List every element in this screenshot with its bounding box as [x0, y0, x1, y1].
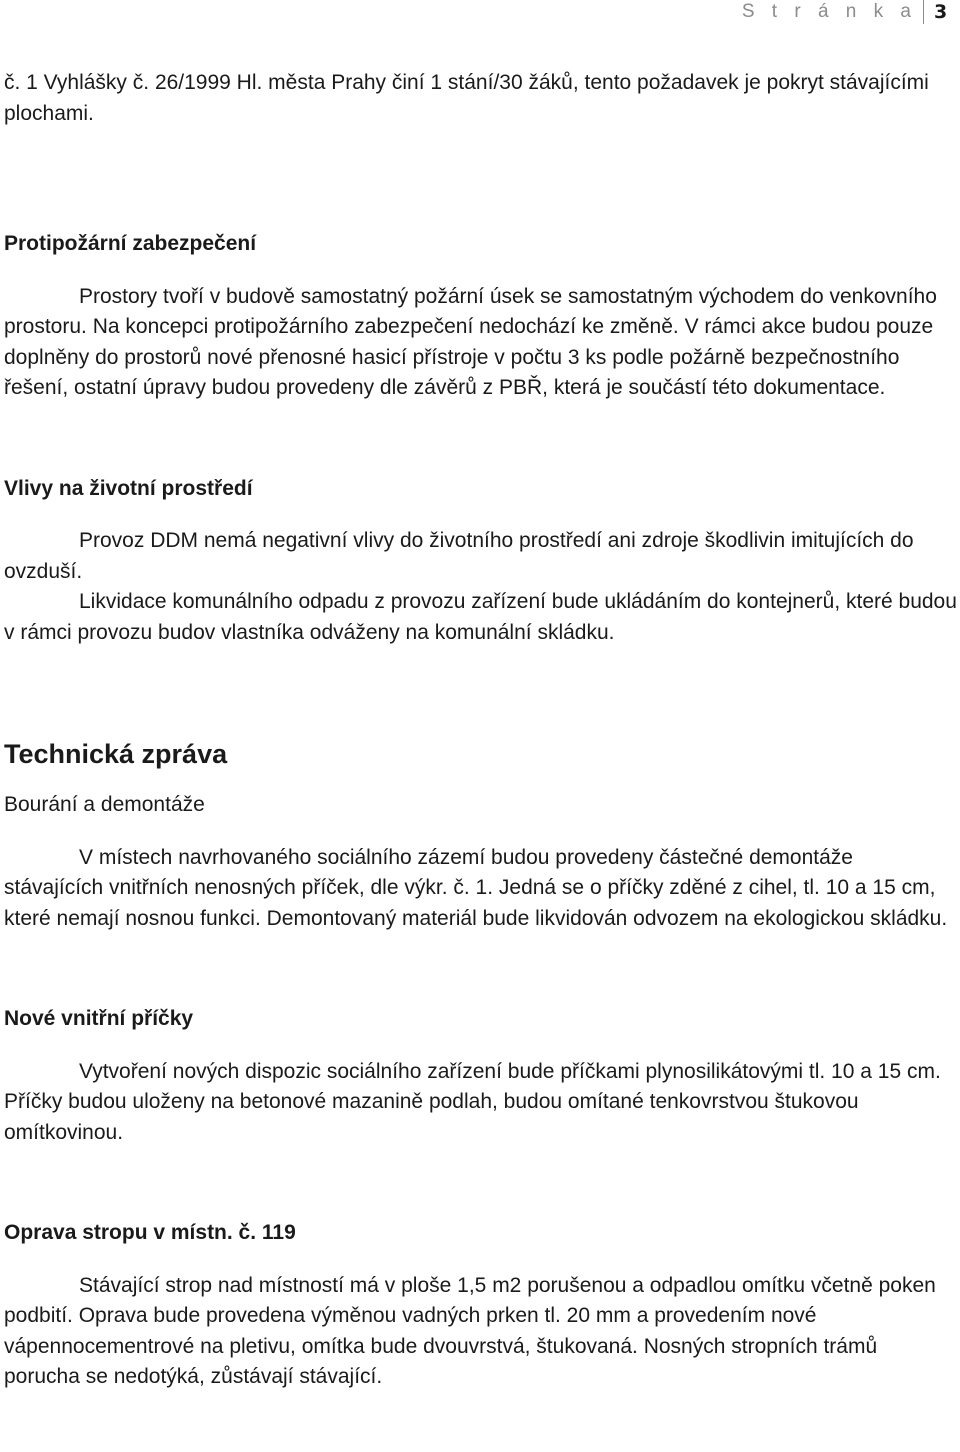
fire-safety-heading: Protipožární zabezpečení	[4, 232, 257, 255]
intro-paragraph: č. 1 Vyhlášky č. 26/1999 Hl. města Prahy činí 1 stání/30 žáků, tento požadavek je pokryt stávajícími plochami.	[4, 71, 929, 125]
technical-report-title: Technická zpráva	[4, 739, 228, 769]
page-number: 3	[923, 0, 960, 24]
page-header	[742, 0, 960, 26]
partitions-paragraph: Vytvoření nových dispozic sociálního zařízení bude příčkami plynosilikátovými tl. 10 a 15 cm. Příčky budou uloženy na betonové mazanině podlah, budou omítané tenkovrstvou štukovou omítkovinou.	[4, 1059, 941, 1144]
environment-heading: Vlivy na životní prostředí	[4, 476, 253, 500]
environment-paragraph-1: Provoz DDM nemá negativní vlivy do životního prostředí ani zdroje škodlivin imitujících do ovzduší.	[4, 529, 914, 583]
ceiling-repair-paragraph: Stávající strop nad místností má v ploše 1,5 m2 porušenou a odpadlou omítku včetně poken podbití. Oprava bude provedena výměnou vadných prken tl. 20 mm a provedením nové vápennocementrové na pletivu, omítka bude dvouvrstvá, štukovaná. Nosných stropních trámů porucha se nedotýká, zůstávají stávající.	[4, 1273, 936, 1388]
document-body	[4, 68, 957, 1393]
fire-safety-paragraph: Prostory tvoří v budově samostatný požární úsek se samostatným východem do venkovního prostoru. Na koncepci protipožárního zabezpečení nedochází ke změně. V rámci akce budou pouze doplněny do prostorů nové přenosné hasicí přístroje v počtu 3 ks podle požárně bezpečnostního řešení, ostatní úpravy budou provedeny dle závěrů z PBŘ, která je součástí této dokumentace.	[4, 284, 937, 399]
partitions-heading: Nové vnitřní příčky	[4, 1007, 194, 1030]
page-label: S t r á n k a	[741, 1, 917, 22]
demolition-subtitle: Bourání a demontáže	[4, 793, 205, 816]
demolition-paragraph: V místech navrhovaného sociálního zázemí budou provedeny částečné demontáže stávajících vnitřních nenosných příček, dle výkr. č. 1. Jedná se o příčky zděné z cihel, tl. 10 a 15 cm, které nemají nosnou funkci. Demontovaný materiál bude likvidován odvozem na ekologickou skládku.	[4, 845, 948, 930]
environment-paragraph-2: Likvidace komunálního odpadu z provozu zařízení bude ukládáním do kontejnerů, které budou v rámci provozu budov vlastníka odváženy na komunální skládku.	[4, 590, 957, 644]
ceiling-repair-heading: Oprava stropu v místn. č. 119	[4, 1221, 296, 1244]
